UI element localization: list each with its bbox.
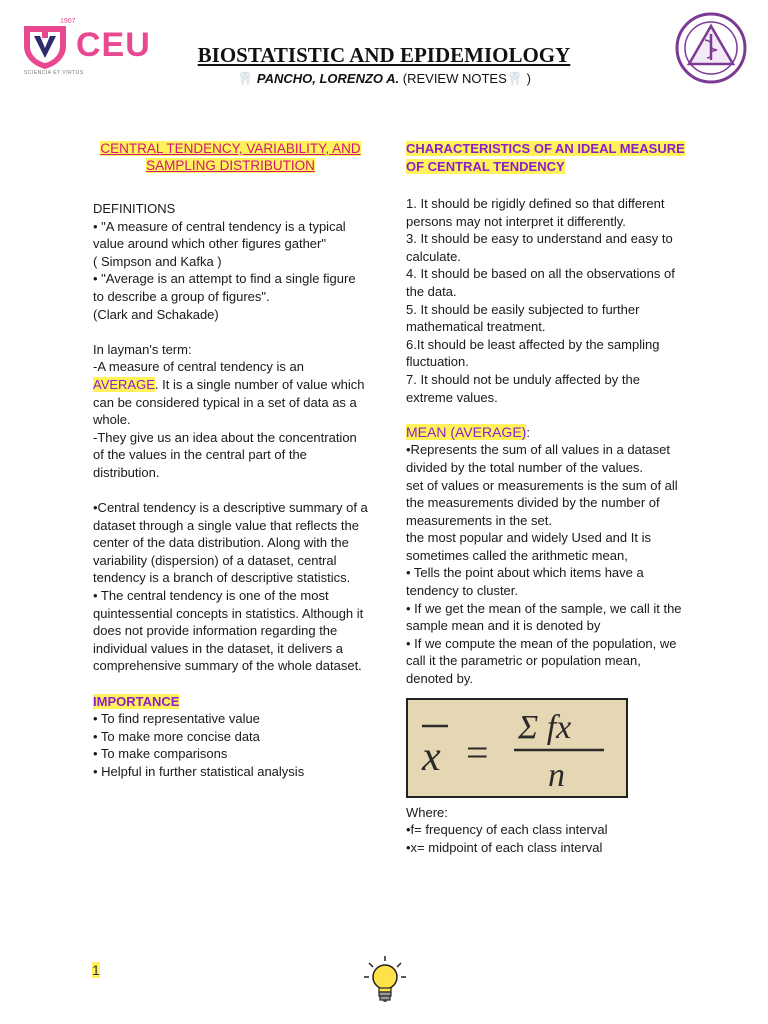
where-item: •f= frequency of each class interval: [406, 822, 608, 838]
right-column: [406, 140, 686, 856]
mean-line: set of values or measurements is the sum of all the measurements divided by the number of measurements in the set.: [406, 477, 678, 528]
page-number: 1: [92, 962, 100, 978]
page-subtitle: [0, 71, 768, 87]
definition-2-source: (Clark and Schakade): [93, 306, 219, 322]
characteristic-item: 3. It should be easy to understand and easy to calculate.: [406, 231, 673, 264]
close-paren: ): [526, 71, 531, 86]
characteristic-item: 4. It should be based on all the observations of the data.: [406, 266, 675, 299]
central-tendency-heading: CENTRAL TENDENCY, VARIABILITY, AND SAMPLING DISTRIBUTION: [100, 141, 361, 173]
paragraph-1: •Central tendency is a descriptive summary of a dataset through a single value that reflects the center of the data distribution. Along with the variability (dispersion) of a dataset, central tendency is a branch of descriptive statistics.: [93, 500, 368, 586]
mean-line: • Tells the point about which items have a tendency to cluster.: [406, 565, 644, 599]
tooth-icon: 🦷: [506, 71, 523, 86]
mean-line: the most popular and widely Used and It is sometimes called the arithmetic mean,: [406, 530, 651, 563]
left-column: [93, 140, 368, 781]
importance-item: • Helpful in further statistical analysis: [93, 764, 305, 779]
logo-year: 1907: [60, 18, 76, 25]
layman-1: -A measure of central tendency is an AVERAGE. It is a single number of value which can be considered typical in a set of data as a whole.: [93, 359, 365, 428]
mean-line: • If we get the mean of the sample, we call it the sample mean and it is denoted by: [406, 600, 682, 634]
importance-item: • To make more concise data: [93, 728, 260, 744]
formula-equals: =: [466, 729, 489, 775]
review-notes-label: (REVIEW NOTES: [402, 71, 507, 86]
author-name: PANCHO, LORENZO A.: [256, 71, 400, 86]
dentistry-seal-icon: [675, 12, 747, 84]
definitions-label: DEFINITIONS: [93, 201, 176, 216]
tooth-icon: 🦷: [237, 71, 254, 86]
formula-numerator: Σ fx: [518, 708, 572, 746]
mean-line: • If we compute the mean of the population, we call it the parametric or population mean, denoted by.: [406, 635, 677, 687]
formula-denominator: n: [548, 756, 565, 794]
characteristic-item: 6.It should be least affected by the sampling fluctuation.: [406, 336, 660, 370]
page-title: BIOSTATISTIC AND EPIDEMIOLOGY: [197, 43, 571, 67]
logo-text: CEU: [76, 26, 151, 64]
where-label: Where:: [406, 804, 448, 820]
where-item: •x= midpoint of each class interval: [406, 839, 603, 855]
mean-formula-image: [406, 698, 628, 798]
importance-item: • To make comparisons: [93, 746, 228, 762]
mean-label: MEAN (AVERAGE):: [406, 423, 530, 440]
importance-item: • To find representative value: [93, 711, 260, 727]
definition-1: • "A measure of central tendency is a typical value around which other figures gather": [93, 218, 346, 252]
mean-line: •Represents the sum of all values in a dataset divided by the total number of the values.: [406, 442, 670, 475]
characteristic-item: 5. It should be easily subjected to further mathematical treatment.: [406, 301, 640, 335]
definition-1-source: ( Simpson and Kafka ): [93, 253, 222, 269]
characteristics-heading: CHARACTERISTICS OF AN IDEAL MEASURE OF CENTRAL TENDENCY: [406, 141, 685, 174]
lightbulb-icon: [363, 955, 407, 1003]
paragraph-2: • The central tendency is one of the most quintessential concepts in statistics. Although it does not provide information regarding the individual values in the dataset, it delivers a comprehensive summary of the whole dataset.: [93, 588, 364, 674]
characteristic-item: 7. It should not be unduly affected by the extreme values.: [406, 371, 640, 405]
logo-motto: SCIENCIA ET VIRTUS: [24, 70, 84, 76]
characteristic-item: 1. It should be rigidly defined so that different persons may not interpret it differently.: [406, 196, 665, 229]
layman-label: In layman's term:: [93, 341, 192, 357]
average-highlight: AVERAGE: [93, 376, 155, 392]
layman-2: -They give us an idea about the concentration of the values in the central part of the distribution.: [93, 429, 357, 480]
importance-label: IMPORTANCE: [93, 693, 180, 709]
definition-2: • "Average is an attempt to find a single figure to describe a group of figures".: [93, 271, 356, 304]
formula-lhs: x: [422, 733, 441, 780]
